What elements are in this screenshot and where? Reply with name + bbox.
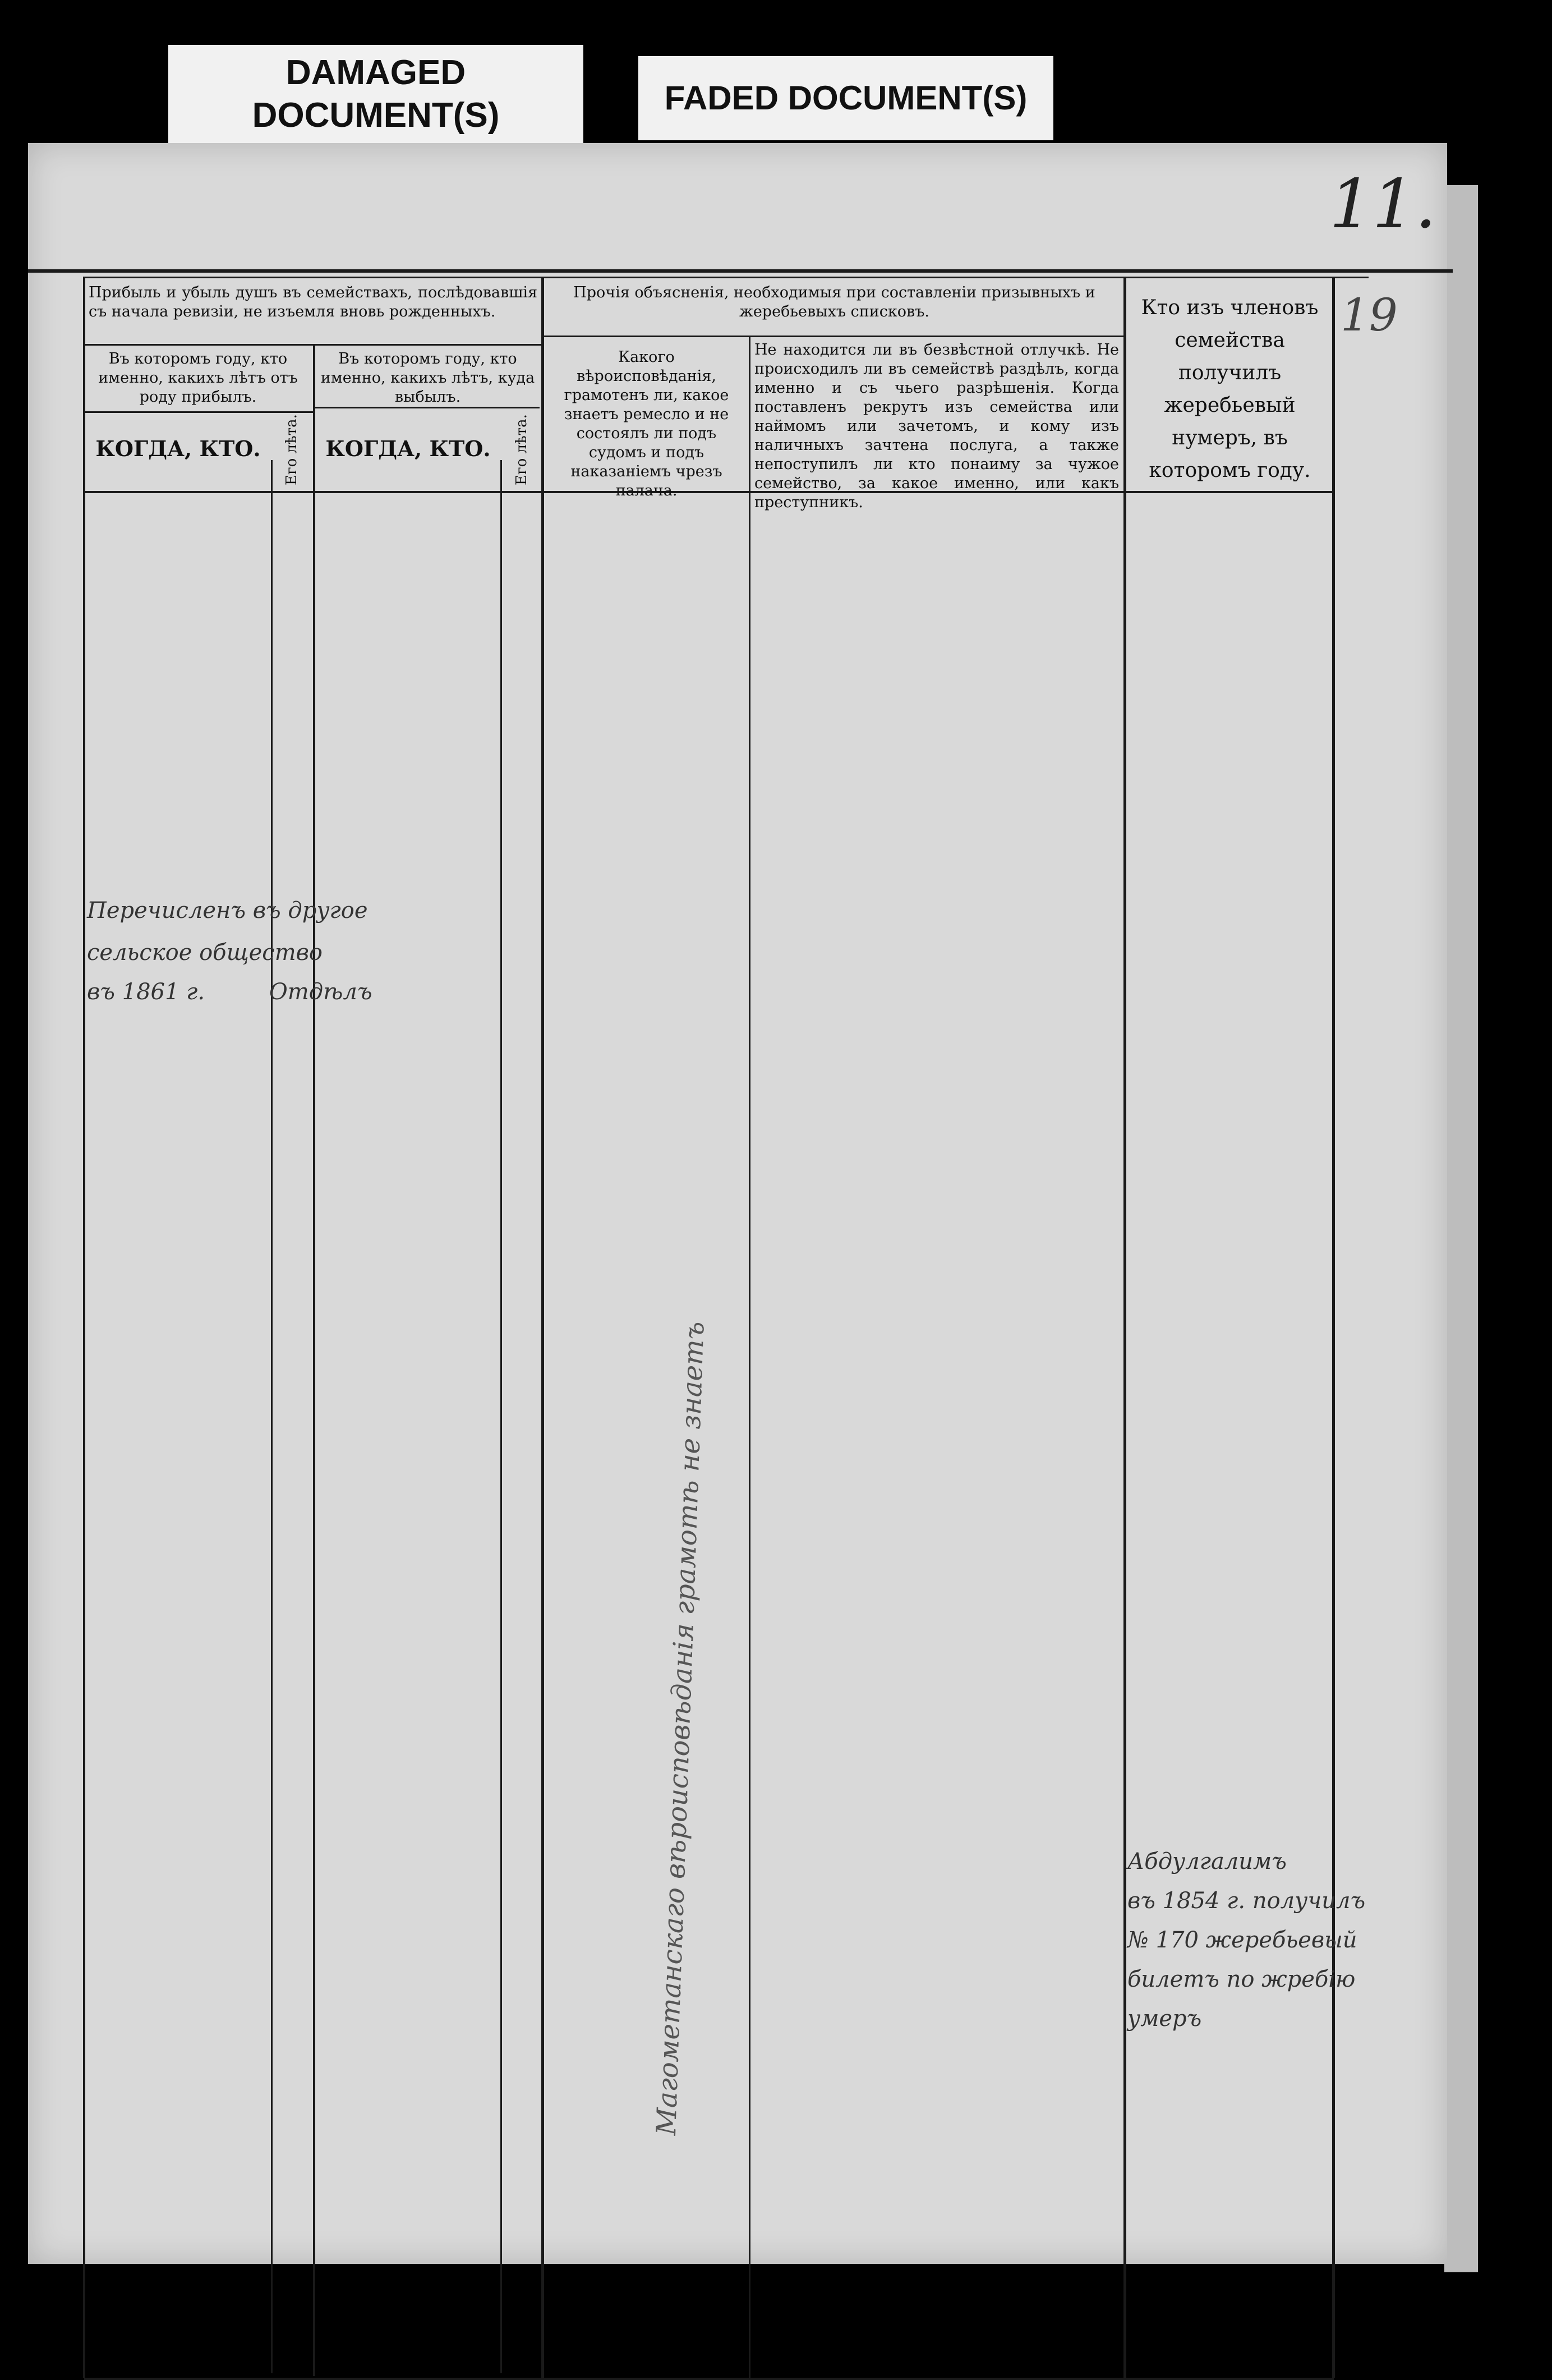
header-arrivals-departures: Прибыль и убыль душъ въ семействахъ, послѣдовавшія съ начала ревизіи, не изъемля вновь рожденныхъ. [89,284,537,320]
lot-entry-line4: билетъ по жребію [1127,1967,1356,1992]
document-page [28,143,1447,2264]
page-number: 11. [1329,166,1436,243]
header-lot-number: Кто изъ членовъ семейства получилъ жеребьевый нумеръ, въ которомъ году. [1141,296,1319,482]
page-edge [1444,185,1478,2272]
departed-note: Отдѣлъ [269,979,372,1005]
header-age-1: Его лѣта. [283,414,300,485]
arrived-entry-line1: Перечисленъ въ другое [87,898,368,923]
arrived-entry-line3: въ 1861 г. [87,979,205,1005]
header-when-who-1: КОГДА, КТО. [95,436,261,461]
header-arrived: Въ которомъ году, кто именно, какихъ лѣтъ отъ роду прибылъ. [98,350,298,406]
damaged-document-label: DAMAGED DOCUMENT(S) [168,45,583,143]
faded-document-label: FADED DOCUMENT(S) [638,56,1053,140]
lot-entry-line3: № 170 жеребьевый [1127,1927,1357,1953]
folio-number: 19 [1341,289,1398,341]
header-religion: Какого вѣроисповѣданія, грамотенъ ли, какое знаетъ ремесло и не состоялъ ли подъ судомъ и подъ наказаніемъ чрезъ палача. [564,348,729,499]
header-when-who-2: КОГДА, КТО. [325,436,491,461]
lot-entry-line5: умеръ [1127,2006,1202,2032]
header-age-2: Его лѣта. [513,414,530,485]
header-other-explanations: Прочія объясненія, необходимыя при составленіи призывныхъ и жеребьевыхъ списковъ. [573,284,1095,320]
lot-entry-line2: въ 1854 г. получилъ [1127,1888,1366,1914]
header-absence: Не находится ли въ безвѣстной отлучкѣ. Не происходилъ ли въ семействѣ раздѣлъ, когда именно и съ чьего разрѣшенія. Когда поставленъ рекрутъ изъ семейства или наймомъ или зачетомъ, и кому изъ наличныхъ зачтена послуга, а также непоступилъ ли кто понаиму за чужое семейство, за какое именно, или какъ преступникъ. [754,341,1119,511]
lot-entry-line1: Абдулгалимъ [1127,1849,1287,1874]
arrived-entry-line2: сельское общество [87,940,323,966]
religion-vertical-note: Магометанскаго вѣроисповѣданія грамотѣ не знаетъ [651,1321,711,2136]
header-departed: Въ которомъ году, кто именно, какихъ лѣтъ, куда выбылъ. [320,350,535,406]
